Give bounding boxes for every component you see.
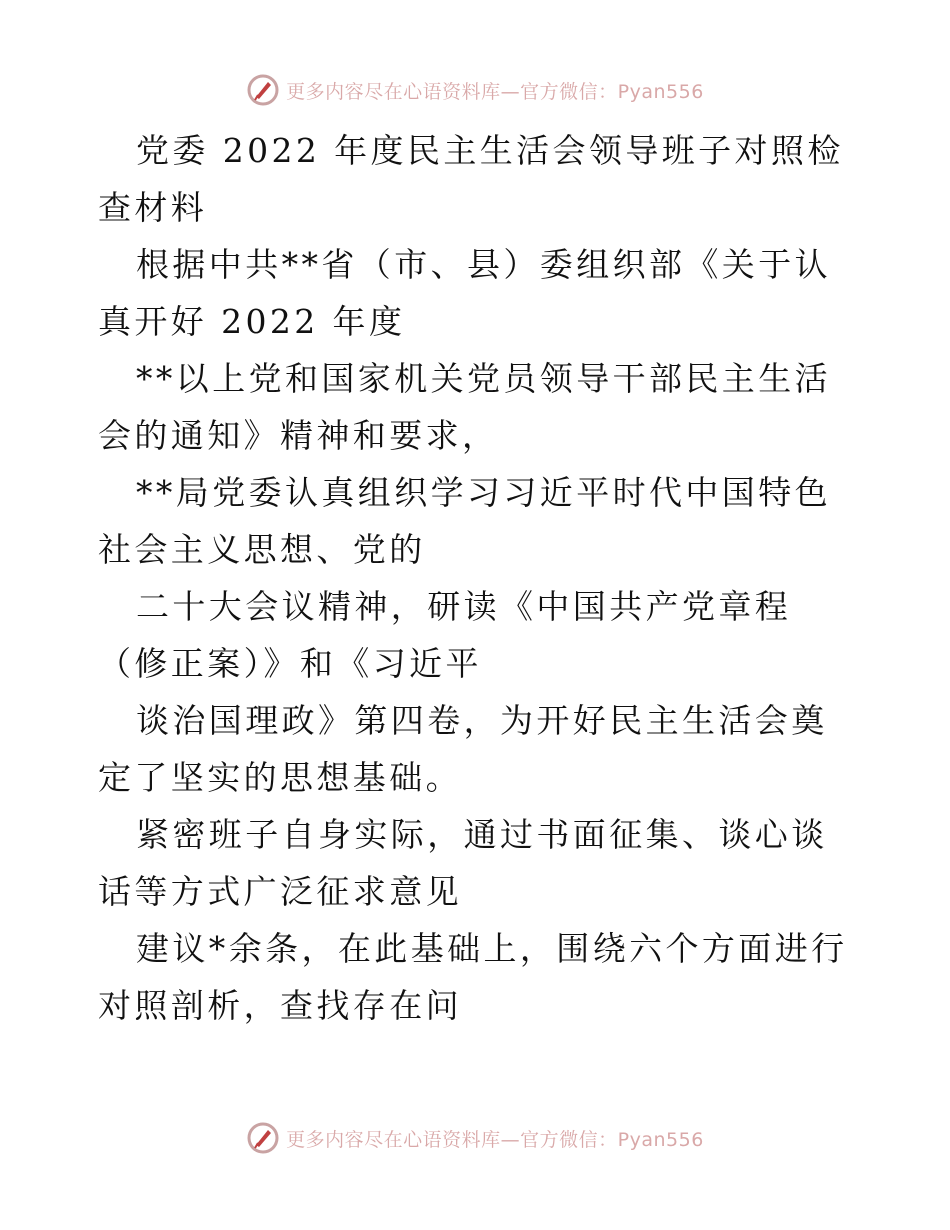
header-watermark	[0, 70, 950, 110]
feather-pen-logo-icon	[246, 73, 280, 107]
paragraph: 根据中共**省（市、县）委组织部《关于认真开好 2022 年度	[98, 245, 831, 341]
paragraph-title: 党委 2022 年度民主生活会领导班子对照检查材料	[98, 131, 844, 227]
feather-pen-logo-icon	[246, 1121, 280, 1155]
paragraph: 紧密班子自身实际，通过书面征集、谈心谈话等方式广泛征求意见	[98, 815, 828, 911]
paragraph: **以上党和国家机关党员领导干部民主生活会的通知》精神和要求，	[98, 359, 831, 455]
paragraph: **局党委认真组织学习习近平时代中国特色社会主义思想、党的	[98, 473, 831, 569]
watermark-text: 更多内容尽在心语资料库—官方微信：Pyan556	[286, 1128, 704, 1151]
paragraph: 建议*余条，在此基础上，围绕六个方面进行对照剖析，查找存在问	[98, 929, 848, 1025]
paragraph: 谈治国理政》第四卷，为开好民主生活会奠定了坚实的思想基础。	[98, 701, 828, 797]
document-body	[98, 122, 858, 1034]
footer-watermark	[0, 1118, 950, 1158]
paragraph: 二十大会议精神，研读《中国共产党章程（修正案）》和《习近平	[98, 587, 792, 683]
watermark-text: 更多内容尽在心语资料库—官方微信：Pyan556	[286, 80, 704, 103]
